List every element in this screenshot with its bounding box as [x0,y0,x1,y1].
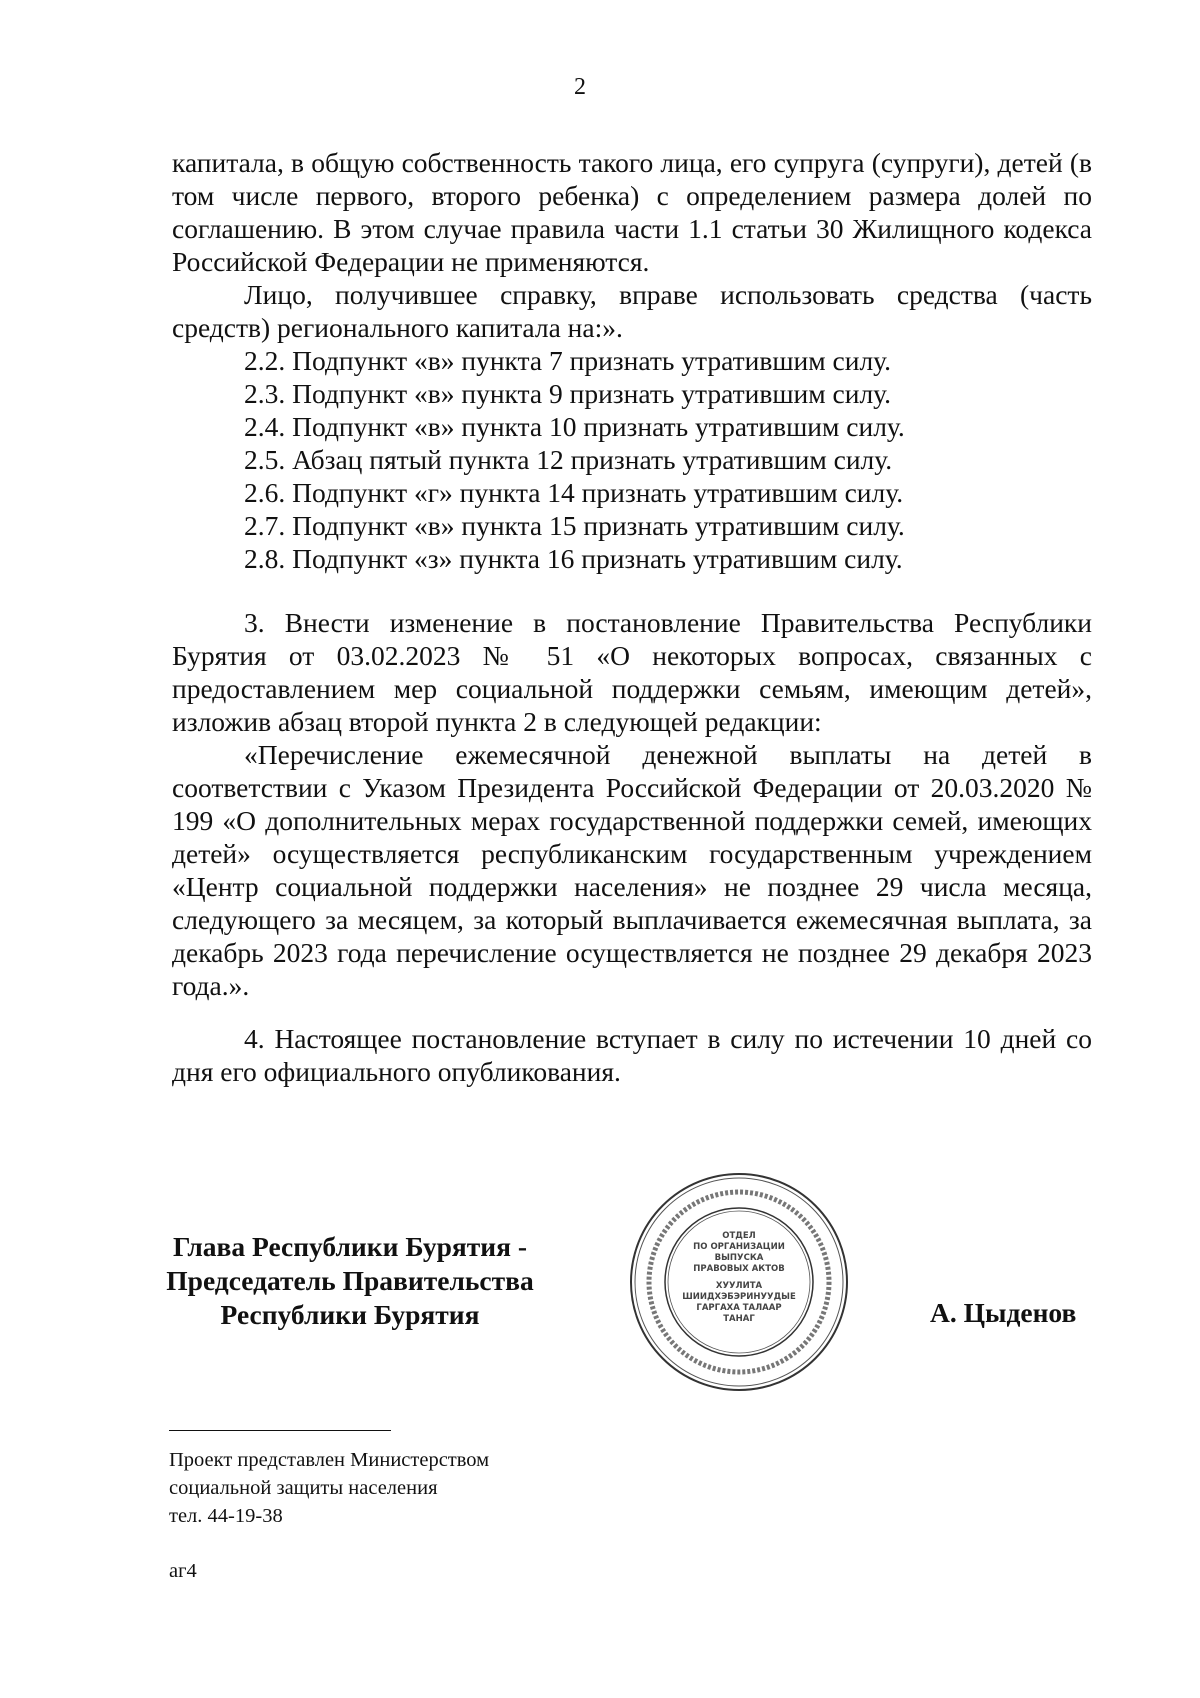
footnote [169,1446,489,1530]
clause-3-block [172,606,1092,1002]
signer-title-line: Председатель Правительства [166,1265,534,1296]
clause-4-block [172,1022,1092,1088]
official-seal-stamp [628,1171,850,1393]
seal-line: ОТДЕЛ [722,1231,756,1241]
list-item: 2.6. Подпункт «г» пункта 14 признать утратившим силу. [244,477,904,508]
signer-title-line: Глава Республики Бурятия - [172,1231,528,1262]
paragraph: 3. Внести изменение в постановление Правительства Республики Бурятия от 03.02.2023 № 51 «О некоторых вопросах, связанных с предоставлением мер социальной поддержки семьям, имеющим детей», изложив абзац второй пункта 2 в следующей редакции: [172,607,1092,737]
seal-line: ХУУЛИТА [715,1281,763,1291]
paragraph: «Перечисление ежемесячной денежной выплаты на детей в соответствии с Указом Президента Российской Федерации от 20.03.2020 № 199 «О дополнительных мерах государственной поддержки семей, имеющих детей» осуществляется республиканским государственным учреждением «Центр социальной поддержки населения» не позднее 29 числа месяца, следующего за месяцем, за который выплачивается ежемесячная выплата, за декабрь 2023 года перечисление осуществляется не позднее 29 декабря 2023 года.». [172,739,1092,1001]
seal-line: ГАРГАХА ТАЛААР [696,1303,782,1313]
list-item: 2.2. Подпункт «в» пункта 7 признать утратившим силу. [244,345,892,376]
page-number: 2 [574,74,586,100]
seal-line: ВЫПУСКА [714,1253,764,1263]
paragraph: капитала, в общую собственность такого лица, его супруга (супруги), детей (в том числе первого, второго ребенка) с определением размера долей по соглашению. В этом случае правила части 1.1 статьи 30 Жилищного кодекса Российской Федерации не применяются. [172,147,1092,277]
list-item: 2.7. Подпункт «в» пункта 15 признать утратившим силу. [244,510,905,541]
signer-name: А. Цыденов [930,1297,1077,1328]
footnote-divider [169,1430,391,1431]
list-item: 2.4. Подпункт «в» пункта 10 признать утратившим силу. [244,411,905,442]
footnote-line: социальной защиты населения [169,1477,438,1499]
footnote-line: тел. 44-19-38 [169,1505,283,1527]
seal-line: ПО ОРГАНИЗАЦИИ [693,1242,785,1252]
amendment-text-block [172,146,1092,575]
list-item: 2.5. Абзац пятый пункта 12 признать утратившим силу. [244,444,893,475]
document-code: аг4 [169,1560,197,1582]
paragraph: 4. Настоящее постановление вступает в силу по истечении 10 дней со дня его официального опубликования. [172,1023,1092,1087]
list-item: 2.3. Подпункт «в» пункта 9 признать утратившим силу. [244,378,892,409]
signer-title [150,1230,550,1332]
seal-line: ПРАВОВЫХ АКТОВ [693,1264,785,1274]
footnote-line: Проект представлен Министерством [169,1449,490,1471]
list-item: 2.8. Подпункт «з» пункта 16 признать утратившим силу. [244,543,903,574]
paragraph: Лицо, получившее справку, вправе использовать средства (часть средств) регионального капитала на:». [172,279,1092,343]
seal-line: ТАНАГ [723,1314,755,1324]
seal-line: ШИИДХЭБЭРИНУУДЫЕ [682,1292,796,1302]
signer-title-line: Республики Бурятия [220,1299,480,1330]
